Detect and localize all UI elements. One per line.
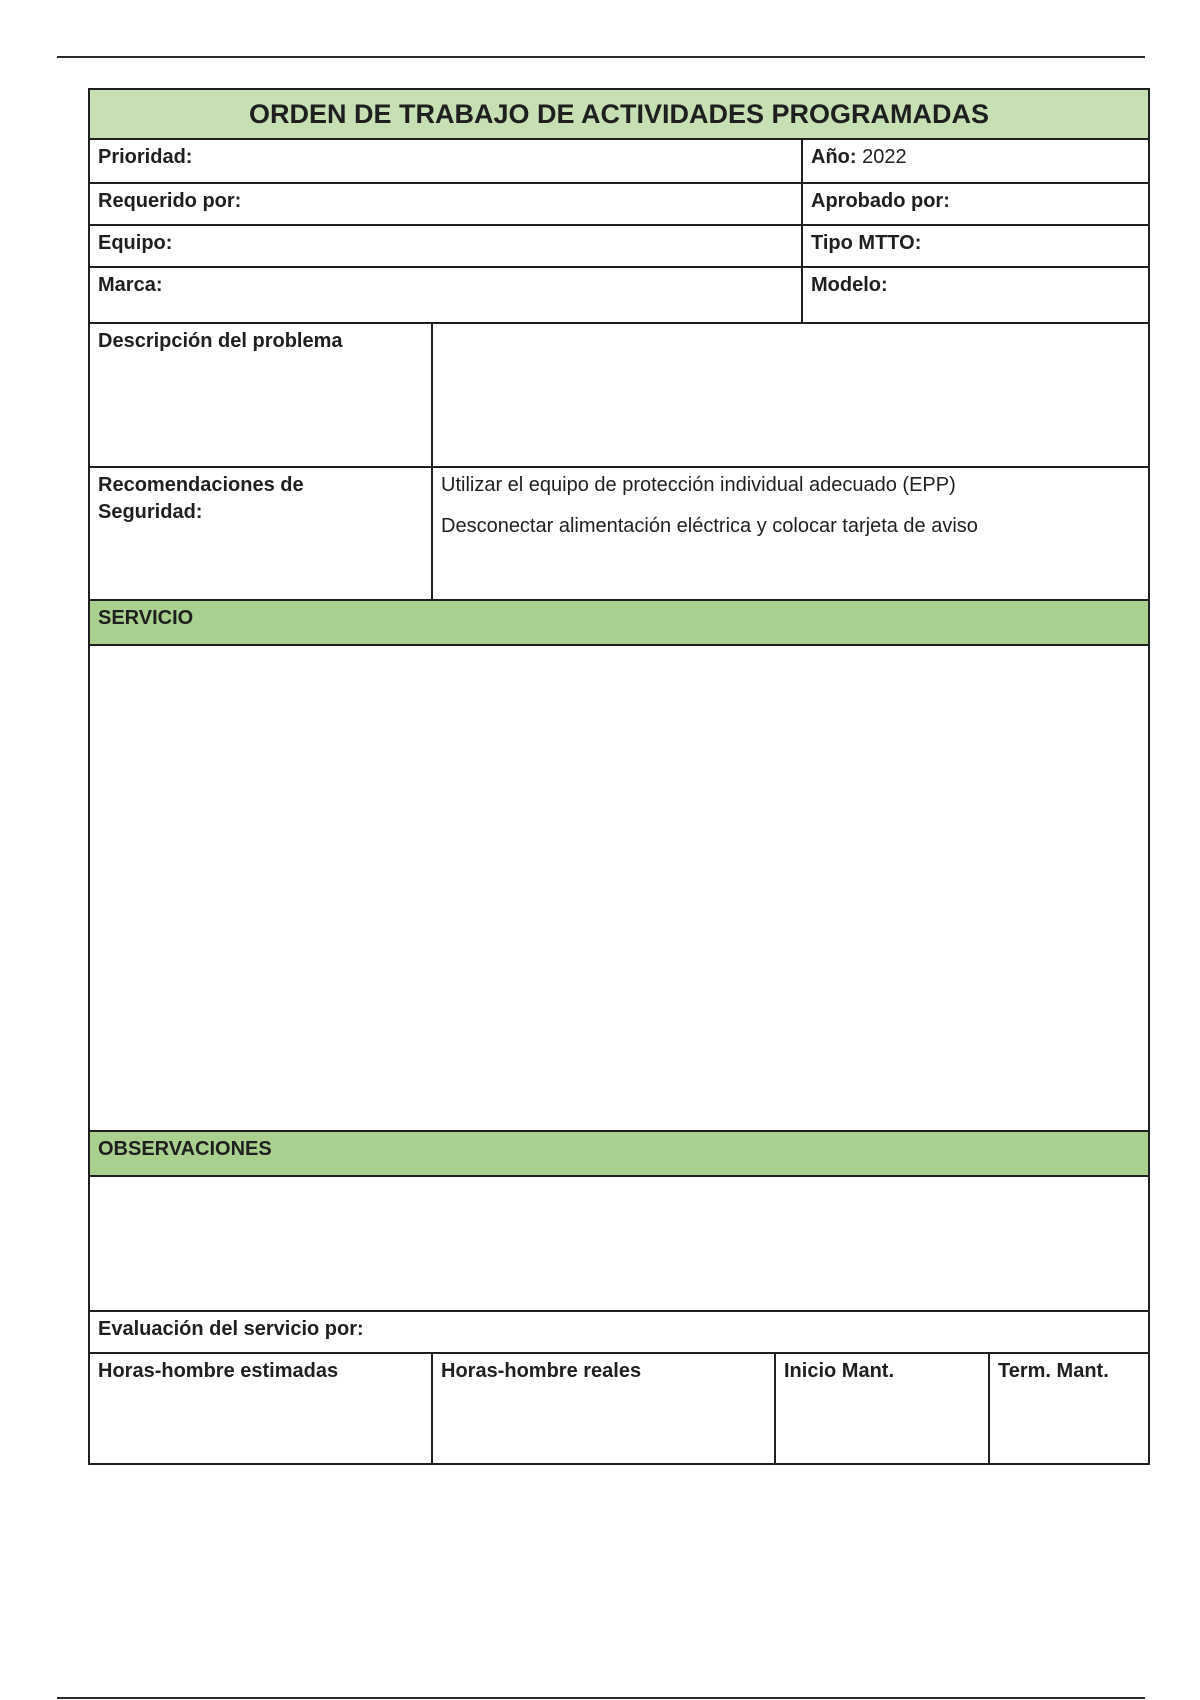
requerido-field[interactable]	[89, 183, 802, 225]
equipo-field[interactable]	[89, 225, 802, 267]
prioridad-label: Prioridad:	[98, 146, 193, 168]
horas-estimadas-label: Horas-hombre estimadas	[98, 1360, 339, 1382]
work-order-form	[88, 88, 1150, 1465]
form-title: ORDEN DE TRABAJO DE ACTIVIDADES PROGRAMADAS	[89, 89, 1149, 139]
prioridad-field[interactable]	[89, 139, 802, 183]
term-mant-label: Term. Mant.	[998, 1360, 1109, 1382]
aprobado-field[interactable]	[802, 183, 1149, 225]
safety-item: Desconectar alimentación eléctrica y colocar tarjeta de aviso	[441, 515, 978, 537]
descripcion-input[interactable]	[432, 323, 1149, 467]
servicio-input[interactable]	[89, 645, 1149, 1131]
term-mant-field[interactable]	[989, 1353, 1149, 1464]
tipo-mtto-label: Tipo MTTO:	[811, 232, 922, 254]
servicio-header: SERVICIO	[89, 600, 1149, 645]
requerido-label: Requerido por:	[98, 190, 242, 212]
seguridad-label-line2: Seguridad:	[98, 501, 203, 523]
marca-field[interactable]	[89, 267, 802, 323]
aprobado-label: Aprobado por:	[811, 190, 950, 212]
bottom-rule	[57, 1697, 1145, 1699]
anio-value: 2022	[862, 146, 907, 168]
evaluacion-label: Evaluación del servicio por:	[98, 1318, 364, 1340]
seguridad-label	[89, 467, 432, 600]
seguridad-content	[432, 467, 1149, 600]
seguridad-label-line1: Recomendaciones de	[98, 474, 304, 496]
anio-field[interactable]	[802, 139, 1149, 183]
evaluacion-field[interactable]	[89, 1311, 1149, 1353]
safety-item: Utilizar el equipo de protección individual adecuado (EPP)	[441, 474, 956, 496]
marca-label: Marca:	[98, 274, 163, 296]
horas-estimadas-field[interactable]	[89, 1353, 432, 1464]
horas-reales-field[interactable]	[432, 1353, 775, 1464]
observaciones-header: OBSERVACIONES	[89, 1131, 1149, 1176]
top-rule	[57, 56, 1145, 58]
inicio-mant-label: Inicio Mant.	[784, 1360, 894, 1382]
modelo-field[interactable]	[802, 267, 1149, 323]
inicio-mant-field[interactable]	[775, 1353, 989, 1464]
anio-label: Año:	[811, 146, 857, 168]
modelo-label: Modelo:	[811, 274, 888, 296]
tipo-mtto-field[interactable]	[802, 225, 1149, 267]
descripcion-label: Descripción del problema	[89, 323, 432, 467]
equipo-label: Equipo:	[98, 232, 173, 254]
horas-reales-label: Horas-hombre reales	[441, 1360, 642, 1382]
observaciones-input[interactable]	[89, 1176, 1149, 1311]
